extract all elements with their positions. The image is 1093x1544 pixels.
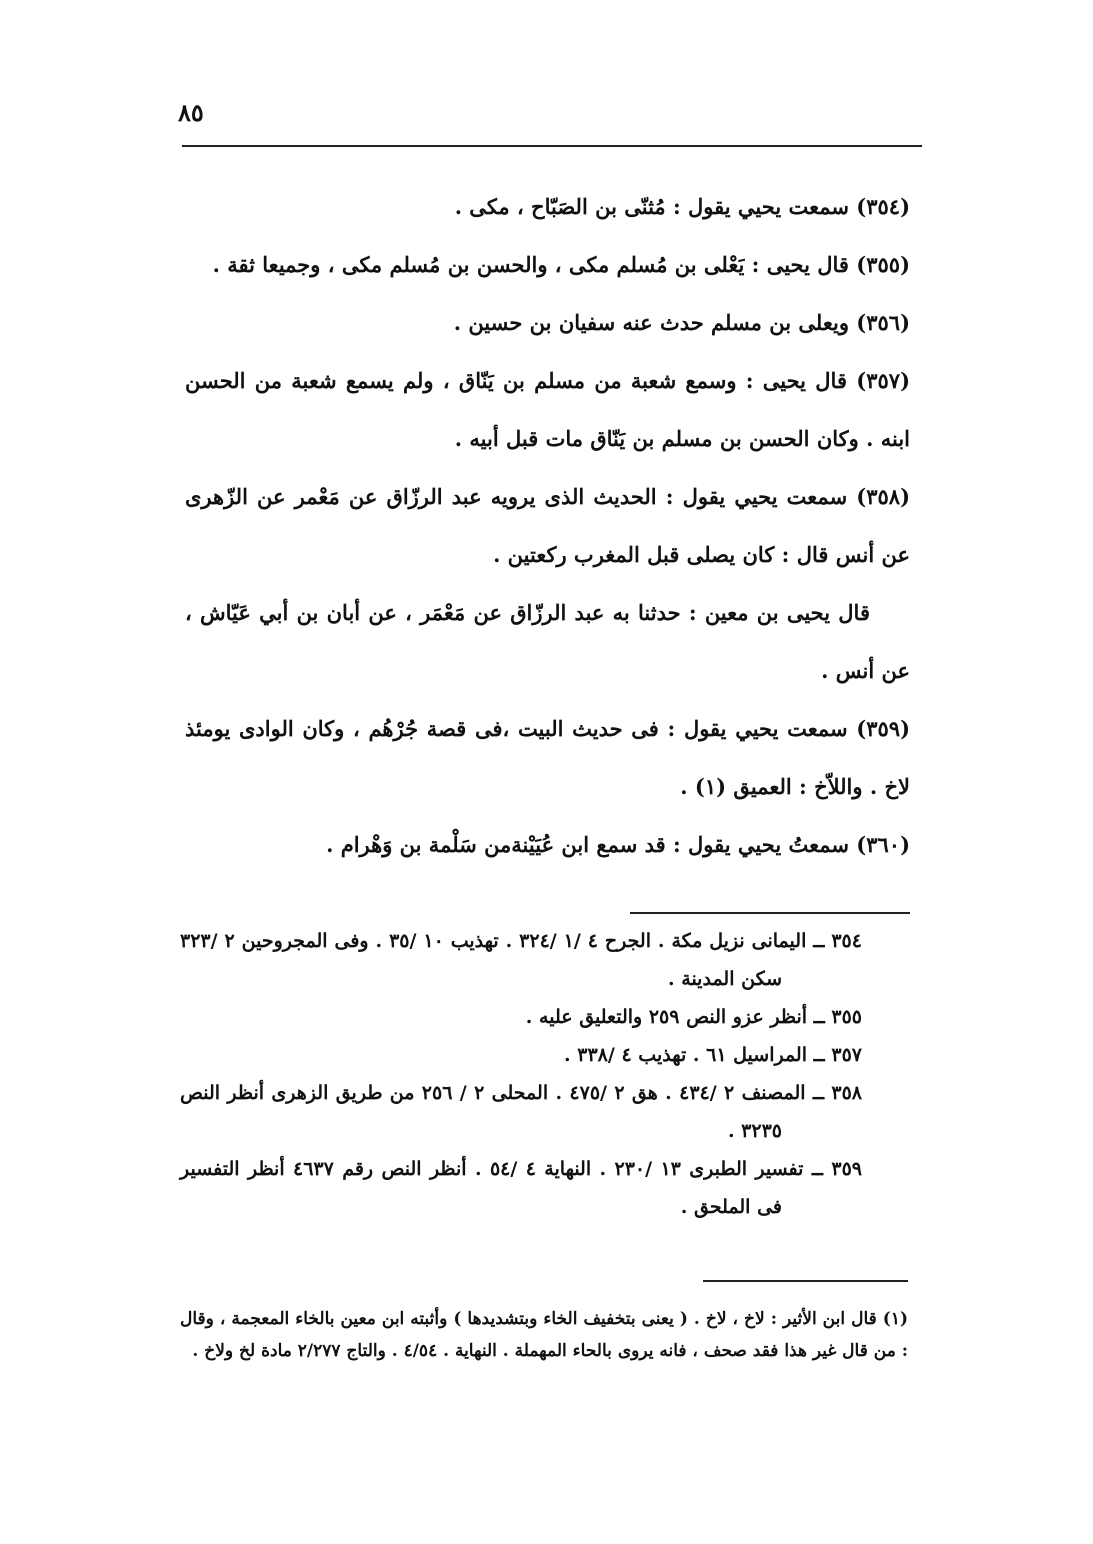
paragraph-357: (٣٥٧) قال يحيى : وسمع شعبة من مسلم بن يَنّاق ، ولم يسمع شعبة من الحسن ابنه . وكان الحسن بن مسلم بن يَنّاق مات قبل أبيه . <box>185 368 910 451</box>
paragraph-360: (٣٦٠) سمعتُ يحيي يقول : قد سمع ابن عُيَيْنةمن سَلْمة بن وَهْرام . <box>326 832 910 857</box>
header-rule <box>182 145 922 147</box>
page-number: ٨٥ <box>178 98 204 127</box>
paragraph-354: (٣٥٤) سمعت يحيي يقول : مُثنّى بن الصَبّاح ، مكى . <box>454 194 910 219</box>
main-text <box>185 178 910 874</box>
note-358: ٣٥٨ ــ المصنف ٢ /٤٣٤ . هق ٢ /٤٧٥ . المحلى ٢ / ٢٥٦ من طريق الزهرى أنظر النص ٣٢٣٥ . <box>180 1082 862 1142</box>
note-357: ٣٥٧ ــ المراسيل ٦١ . تهذيب ٤ /٣٣٨ . <box>564 1044 862 1066</box>
note-355: ٣٥٥ ــ أنظر عزو النص ٢٥٩ والتعليق عليه . <box>525 1006 862 1028</box>
paragraph-358-continued: قال يحيى بن معين : حدثنا به عبد الرزّاق عن مَعْمَر ، عن أبان بن أبي عَيّاش ، عن أنس . <box>185 600 910 683</box>
paragraph-355: (٣٥٥) قال يحيى : يَعْلى بن مُسلم مكى ، والحسن بن مُسلم مكى ، وجميعا ثقة . <box>212 252 910 277</box>
footnote-section <box>180 1303 908 1367</box>
note-354: ٣٥٤ ــ اليمانى نزيل مكة . الجرح ٤ /١ /٣٢٤ . تهذيب ١٠ /٣٥ . وفى المجروحين ٢ /٣٢٣ سكن المدينة . <box>180 930 862 990</box>
footnote-1: (١) قال ابن الأثير : لاخ ، لاخ . ( يعنى بتخفيف الخاء وبتشديدها ) وأثبته ابن معين بالخاء المعجمة ، وقال : من قال غير هذا فقد صحف ، فانه يروى بالحاء المهملة . النهاية . ٤/٥٤ . والتاج ٢/٢٧٧ مادة لخ ولاخ . <box>180 1309 908 1361</box>
notes-rule <box>630 912 910 914</box>
paragraph-358: (٣٥٨) سمعت يحيي يقول : الحديث الذى يرويه عبد الرزّاق عن مَعْمر عن الزّهرى عن أنس قال : كان يصلى قبل المغرب ركعتين . <box>185 484 910 567</box>
note-359: ٣٥٩ ــ تفسير الطبرى ١٣ /٢٣٠ . النهاية ٤ /٥٤ . أنظر النص رقم ٤٦٣٧ أنظر التفسير فى الملحق . <box>180 1158 862 1218</box>
paragraph-356: (٣٥٦) ويعلى بن مسلم حدث عنه سفيان بن حسين . <box>453 310 910 335</box>
footnote-rule <box>703 1280 908 1282</box>
notes-section <box>180 922 862 1226</box>
paragraph-359: (٣٥٩) سمعت يحيي يقول : فى حديث البيت ،فى قصة جُرْهُم ، وكان الوادى يومئذ لاخ . واللاّخ : العميق (١) . <box>185 716 910 799</box>
